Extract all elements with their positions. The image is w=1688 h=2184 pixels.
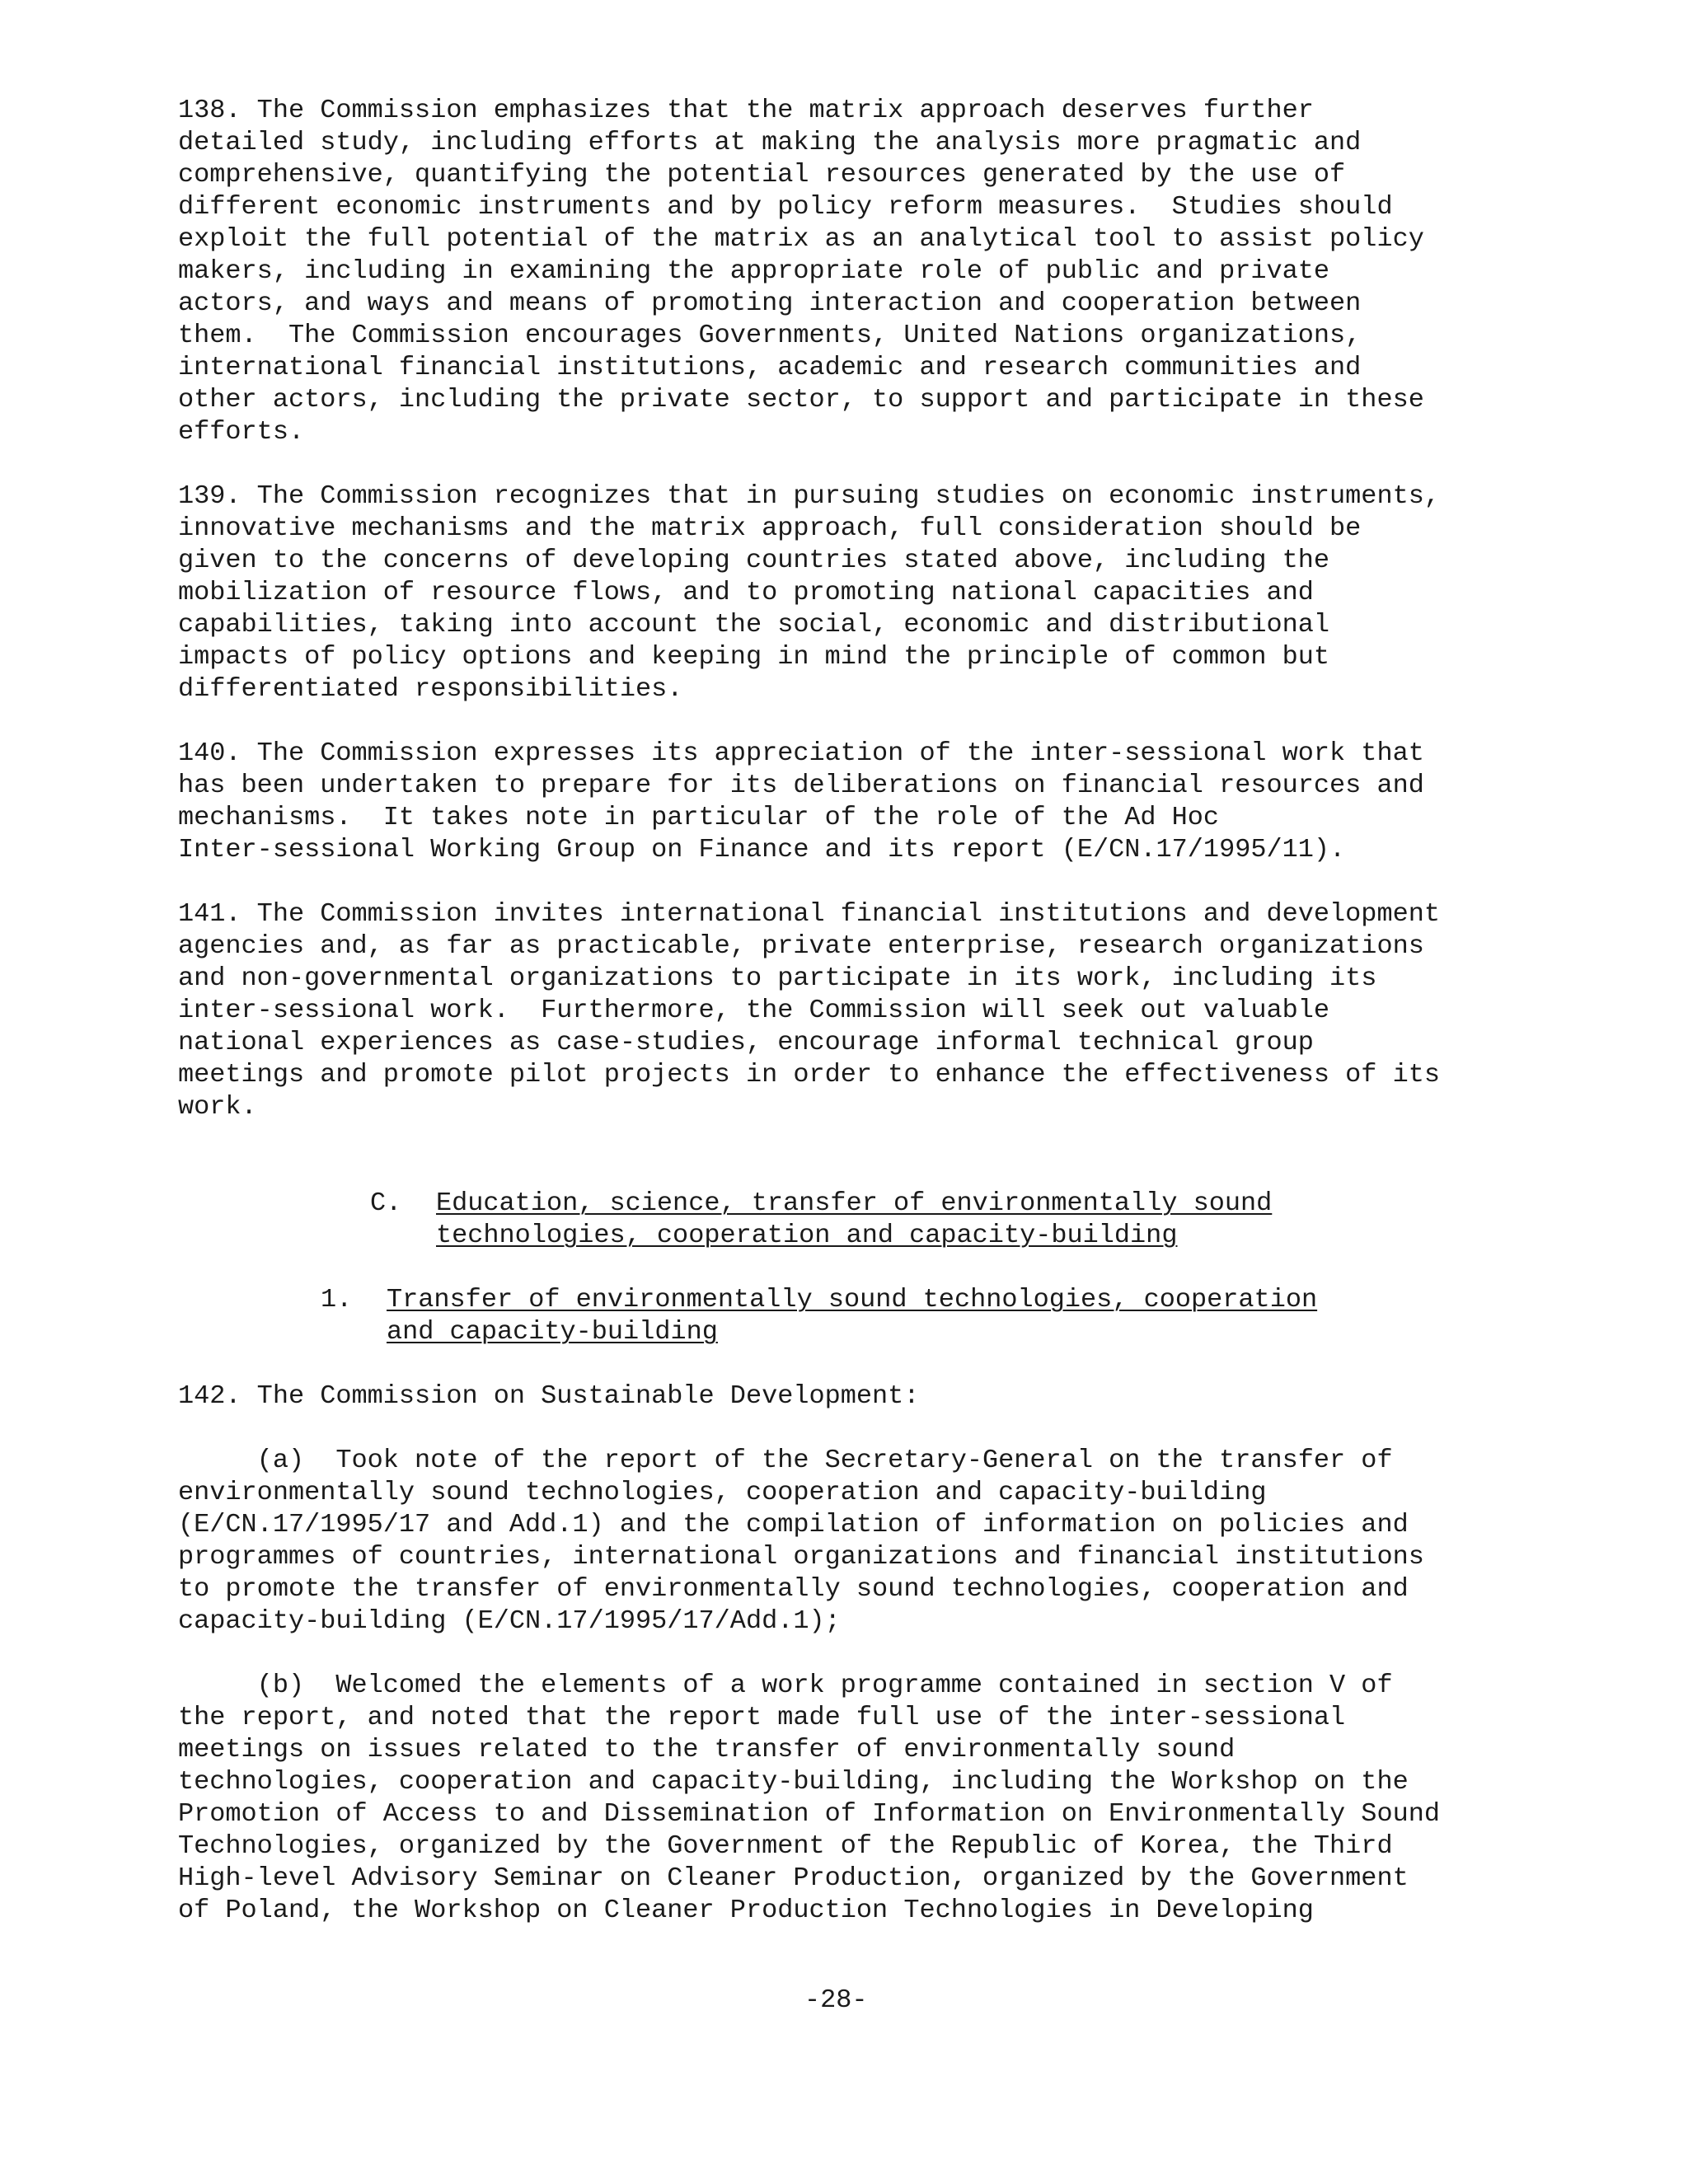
- text-line: technologies, cooperation and capacity-building, including the Workshop on the: [178, 1766, 1409, 1797]
- subsection-heading-line: and capacity-building: [387, 1316, 718, 1347]
- subsection-heading-line: Transfer of environmentally sound technologies, cooperation: [387, 1284, 1318, 1315]
- subsection-heading-marker: 1.: [321, 1284, 353, 1315]
- text-line: mechanisms. It takes note in particular of the role of the Ad Hoc: [178, 802, 1220, 832]
- text-line: exploit the full potential of the matrix as an analytical tool to assist policy: [178, 223, 1424, 254]
- section-heading-line: Education, science, transfer of environmentally sound: [436, 1188, 1273, 1218]
- text-line: High-level Advisory Seminar on Cleaner Production, organized by the Government: [178, 1863, 1409, 1893]
- text-line: and non-governmental organizations to participate in its work, including its: [178, 963, 1377, 993]
- text-line: given to the concerns of developing countries stated above, including the: [178, 545, 1330, 575]
- text-line: to promote the transfer of environmentally sound technologies, cooperation and: [178, 1573, 1409, 1604]
- text-line: Inter-sessional Working Group on Finance and its report (E/CN.17/1995/11).: [178, 834, 1346, 865]
- section-heading-line: technologies, cooperation and capacity-building: [436, 1220, 1178, 1250]
- section-heading-marker: C.: [370, 1188, 402, 1218]
- text-line: of Poland, the Workshop on Cleaner Production Technologies in Developing: [178, 1895, 1314, 1925]
- text-line: (a) Took note of the report of the Secretary-General on the transfer of: [178, 1445, 1393, 1475]
- text-line: capabilities, taking into account the social, economic and distributional: [178, 609, 1330, 640]
- text-line: 139. The Commission recognizes that in pursuing studies on economic instruments,: [178, 480, 1440, 511]
- text-line: (b) Welcomed the elements of a work programme contained in section V of: [178, 1670, 1393, 1700]
- text-line: different economic instruments and by policy reform measures. Studies should: [178, 191, 1393, 222]
- text-line: detailed study, including efforts at making the analysis more pragmatic and: [178, 127, 1362, 157]
- text-line: other actors, including the private sector, to support and participate in these: [178, 384, 1424, 415]
- text-line: programmes of countries, international organizations and financial institutions: [178, 1541, 1424, 1572]
- text-line: meetings and promote pilot projects in order to enhance the effectiveness of its: [178, 1059, 1440, 1090]
- text-line: agencies and, as far as practicable, private enterprise, research organizations: [178, 930, 1424, 961]
- text-line: innovative mechanisms and the matrix approach, full consideration should be: [178, 513, 1362, 543]
- text-line: capacity-building (E/CN.17/1995/17/Add.1);: [178, 1605, 841, 1636]
- text-line: 140. The Commission expresses its appreciation of the inter-sessional work that: [178, 738, 1424, 768]
- text-line: mobilization of resource flows, and to promoting national capacities and: [178, 577, 1314, 607]
- text-line: national experiences as case-studies, encourage informal technical group: [178, 1027, 1314, 1057]
- text-line: makers, including in examining the appropriate role of public and private: [178, 255, 1330, 286]
- text-line: work.: [178, 1091, 257, 1122]
- text-line: efforts.: [178, 416, 305, 447]
- text-line: differentiated responsibilities.: [178, 673, 683, 704]
- text-line: (E/CN.17/1995/17 and Add.1) and the compilation of information on policies and: [178, 1509, 1409, 1540]
- text-line: actors, and ways and means of promoting interaction and cooperation between: [178, 288, 1362, 318]
- text-line: Promotion of Access to and Dissemination of Information on Environmentally Sound: [178, 1798, 1440, 1829]
- paragraph-142-intro: 142. The Commission on Sustainable Development:: [178, 1380, 920, 1411]
- text-line: 141. The Commission invites international financial institutions and development: [178, 898, 1440, 929]
- text-line: inter-sessional work. Furthermore, the Commission will seek out valuable: [178, 995, 1330, 1025]
- text-line: has been undertaken to prepare for its deliberations on financial resources and: [178, 770, 1424, 800]
- text-line: 138. The Commission emphasizes that the matrix approach deserves further: [178, 95, 1314, 125]
- text-line: comprehensive, quantifying the potential resources generated by the use of: [178, 159, 1346, 190]
- text-line: meetings on issues related to the transfer of environmentally sound: [178, 1734, 1236, 1765]
- text-line: environmentally sound technologies, cooperation and capacity-building: [178, 1477, 1267, 1507]
- text-line: them. The Commission encourages Governments, United Nations organizations,: [178, 320, 1362, 350]
- text-line: the report, and noted that the report made full use of the inter-sessional: [178, 1702, 1346, 1732]
- text-line: Technologies, organized by the Government of the Republic of Korea, the Third: [178, 1830, 1393, 1861]
- text-line: impacts of policy options and keeping in mind the principle of common but: [178, 641, 1330, 672]
- page-number: -28-: [804, 1985, 868, 2015]
- text-line: international financial institutions, academic and research communities and: [178, 352, 1362, 382]
